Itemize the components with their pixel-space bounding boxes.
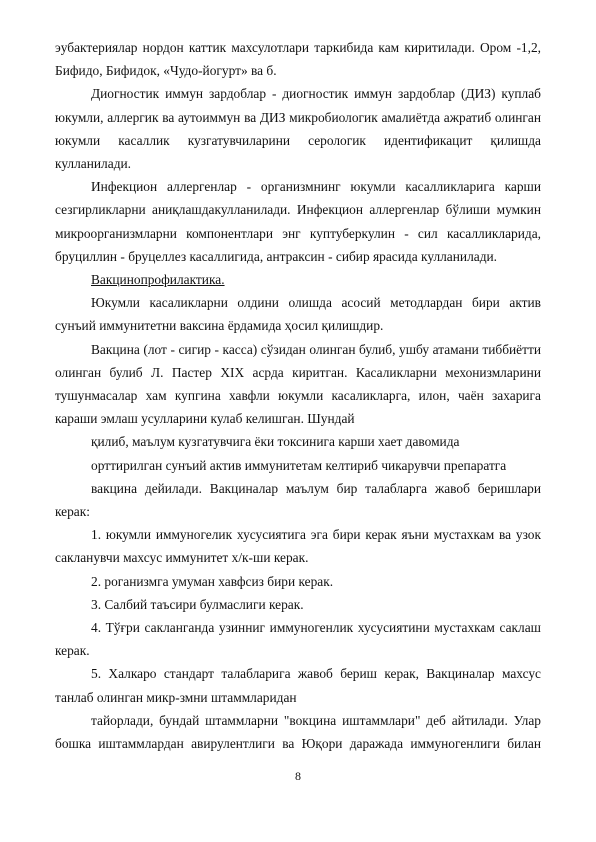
paragraph-1: эубактериялар нордон каттик махсулотлари таркибида кам киритилади. Ором -1,2, Бифидо, Бифидок, «Чудо-йогурт» ва б. bbox=[55, 40, 541, 79]
page-number: 8 bbox=[295, 769, 301, 783]
list-item-2: 2. роганизмга умуман хавфсиз бири керак. bbox=[91, 573, 334, 589]
paragraph-5: Вакцина (лот - сигир - касса) сўзидан олинган булиб, ушбу атамани тиббиётти олинган булиб Л. Пастер XIX асрда киритган. Касаликларни мехонизмларини тушунмасалар хам купгина хавфли юкумли касаликларга, илон, чаён захарига караши эмлаш усулларини кулаб келишган. Шундай bbox=[55, 341, 541, 427]
document-body bbox=[55, 36, 541, 755]
paragraph-4: Юкумли касаликларни олдини олишда асосий методлардан бири актив сунъий иммунитетни вaксина ёрдамида ҳосил қилишдир. bbox=[55, 295, 541, 334]
paragraph-7: орттирилган сунъий актив иммунитетам келтириб чикарувчи препаратга bbox=[91, 457, 507, 473]
list-item-5: 5. Халкаро стандарт талабларига жавоб бериш керак, Вакциналар махсус танлаб олинган микр-змни штаммларидан bbox=[55, 666, 541, 705]
list-item-3: 3. Салбий таъсири булмаслиги керак. bbox=[91, 596, 304, 612]
paragraph-9: тайорлади, бундай штаммларни "вокцина иштаммлари" деб айтилади. Улар бошка иштаммлардан авирулентлиги ва Юқори даражада иммуногенлиги билан bbox=[55, 712, 541, 752]
paragraph-2: Диогностик иммун зардоблар - диогностик иммун зардоблар (ДИЗ) куплаб юкумли, аллергик ва аутоиммун ва ДИЗ микробиологик амалиётда ажратиб олинган юкумли касаллик кузгатувчиларини серологик идентификацит қилишда кулланилади. bbox=[55, 86, 541, 172]
section-heading-text: Вакцинопрофилактика. bbox=[91, 272, 225, 288]
section-heading bbox=[55, 268, 541, 291]
paragraph-3: Инфекцион аллергенлар - организмнинг юкумли касалликларига карши сезгирликларни аниқлашдакулланилади. Инфекцион аллергенлар бўлиши мумкин микроорганизмларни компонентлари энг куптуберкулин - сил касалликларида, бруциллин - бруцеллез касаллигида, антраксин - сибир ярасида кулланилади. bbox=[55, 179, 541, 264]
list-item-4: 4. Тўғри сакланганда узинниг иммуногенлик хусусиятини мустахкам саклаш керак. bbox=[55, 620, 541, 659]
paragraph-8: вакцина дейилади. Вакциналар маълум бир талабларга жавоб беришлари керак: bbox=[55, 480, 541, 520]
paragraph-6: қилиб, маълум кузгатувчига ёки токсинига карши хает давомида bbox=[91, 434, 460, 450]
list-item-1: 1. юкумли иммуногелик хусусиятига эга бири керак яъни мустахкам ва узок сакланувчи махсус иммунитет х/к-ши керак. bbox=[55, 527, 541, 566]
